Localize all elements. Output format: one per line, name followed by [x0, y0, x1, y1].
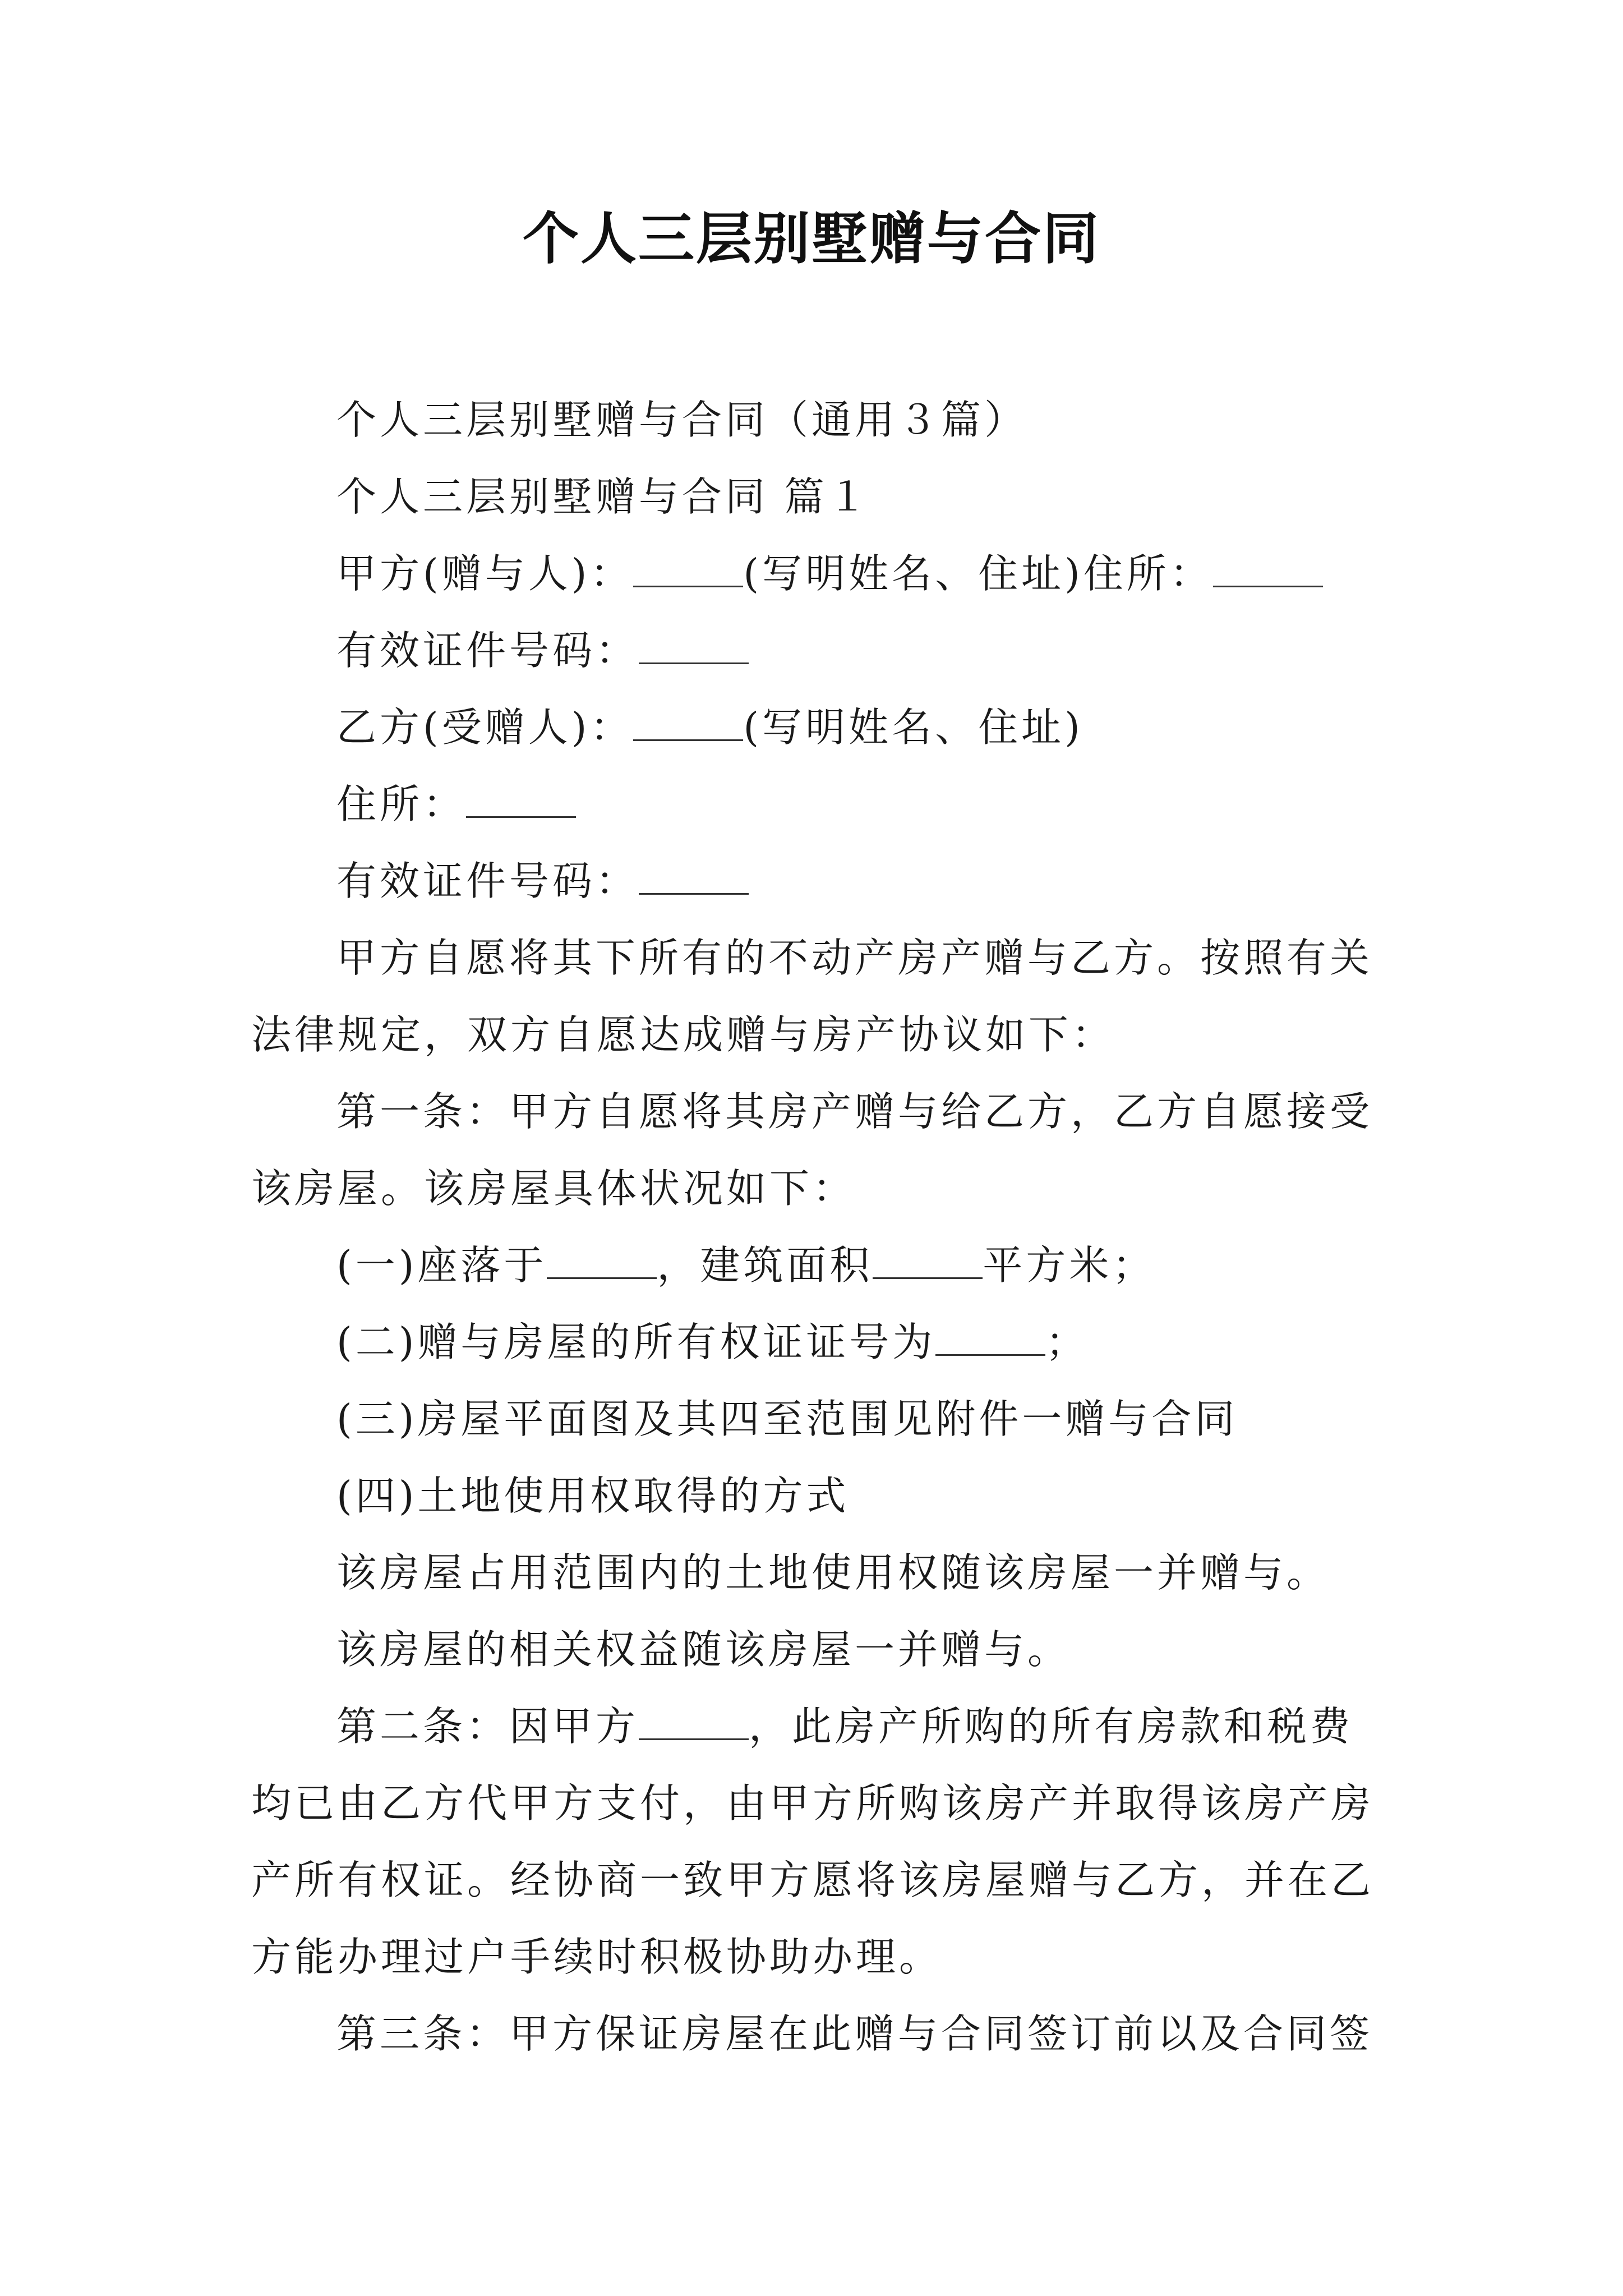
- article2-suffix: ，此房产所购的所有房款和税费: [749, 1703, 1354, 1750]
- party-a-name-blank: [633, 553, 743, 587]
- party-b-name-blank: [633, 707, 743, 741]
- item2-prefix: (二)赠与房屋的所有权证证号为: [336, 1319, 936, 1365]
- intro-line-1: 甲方自愿将其下所有的不动产房产赠与乙方。按照有关: [336, 935, 1373, 981]
- article2-prefix: 第二条：因甲方: [336, 1703, 639, 1750]
- item2-line: [251, 1304, 1384, 1381]
- rights-line: 该房屋的相关权益随该房屋一并赠与。: [336, 1626, 1071, 1673]
- item1-middle: ，建筑面积: [657, 1242, 873, 1289]
- item1-area-blank: [873, 1245, 983, 1279]
- article3-line-1: 第三条：甲方保证房屋在此赠与合同签订前以及合同签: [336, 2010, 1373, 2057]
- article2-line-3: 产所有权证。经协商一致甲方愿将该房屋赠与乙方，并在乙: [251, 1857, 1375, 1903]
- party-b-address-label: 住所：: [336, 781, 467, 827]
- section-heading: 个人三层别墅赠与合同 篇１: [336, 473, 871, 520]
- item1-suffix: 平方米；: [983, 1242, 1156, 1289]
- article2-line-4: 方能办理过户手续时积极协助办理。: [251, 1934, 943, 1980]
- item3-line: (三)房屋平面图及其四至范围见附件一赠与合同: [336, 1396, 1238, 1442]
- subtitle: 个人三层别墅赠与合同（通用３篇）: [336, 397, 1028, 443]
- item2-suffix: ；: [1045, 1319, 1089, 1365]
- article2-line-2: 均已由乙方代甲方支付，由甲方所购该房产并取得该房产房: [251, 1780, 1375, 1826]
- party-b-id-label: 有效证件号码：: [336, 858, 639, 904]
- item1-prefix: (一)座落于: [336, 1242, 547, 1289]
- party-b-id-line: [251, 843, 1384, 919]
- party-b-address-line: [251, 766, 1384, 843]
- party-a-label: 甲方(赠与人)：: [336, 550, 634, 597]
- item1-line: [251, 1227, 1384, 1304]
- document-title: 个人三层别墅赠与合同: [523, 205, 1100, 272]
- party-b-line: [251, 689, 1384, 766]
- party-a-id-label: 有效证件号码：: [336, 627, 639, 674]
- item4-line: (四)土地使用权取得的方式: [336, 1473, 850, 1519]
- article1-line-1: 第一条：甲方自愿将其房产赠与给乙方，乙方自愿接受: [336, 1088, 1373, 1135]
- land-use-line: 该房屋占用范围内的土地使用权随该房屋一并赠与。: [336, 1549, 1330, 1596]
- party-b-note: (写明姓名、住址): [743, 704, 1083, 751]
- article2-line-1: [251, 1688, 1384, 1765]
- party-b-address-blank: [466, 784, 576, 818]
- party-a-id-blank: [639, 630, 749, 664]
- item2-certificate-blank: [935, 1322, 1045, 1356]
- document-body: [251, 381, 1384, 2072]
- article2-reason-blank: [639, 1706, 749, 1740]
- party-b-id-blank: [639, 861, 749, 895]
- party-a-note: (写明姓名、住址)住所：: [743, 550, 1213, 597]
- article1-line-2: 该房屋。该房屋具体状况如下：: [251, 1165, 856, 1212]
- item1-location-blank: [547, 1245, 657, 1279]
- party-b-label: 乙方(受赠人)：: [336, 704, 634, 751]
- party-a-address-blank: [1213, 553, 1323, 587]
- party-a-line: [251, 535, 1384, 612]
- party-a-id-line: [251, 612, 1384, 689]
- intro-line-2: 法律规定，双方自愿达成赠与房产协议如下：: [251, 1011, 1115, 1058]
